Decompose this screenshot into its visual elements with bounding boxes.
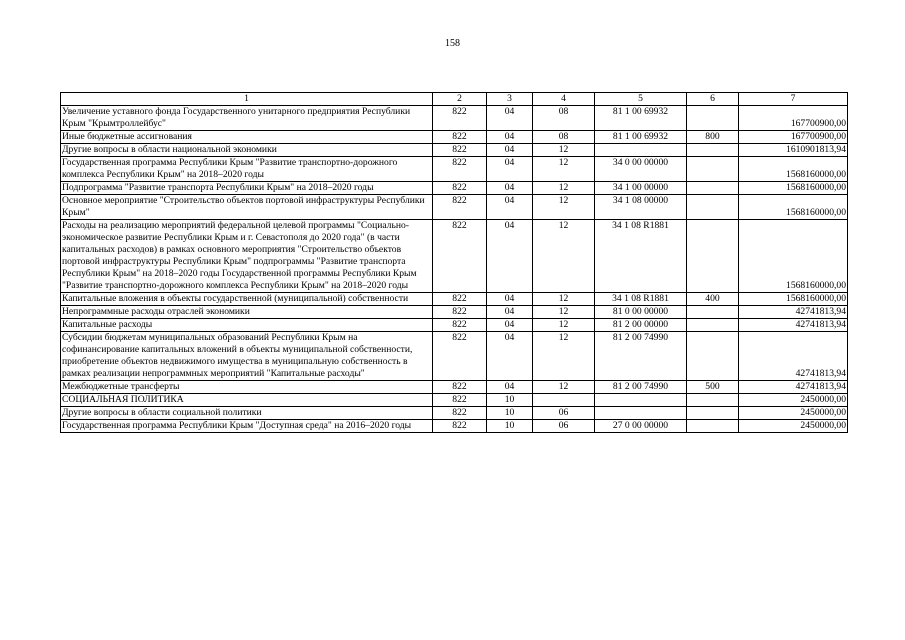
subsection-code-cell: 08: [533, 131, 595, 144]
target-article-cell: 81 1 00 69932: [595, 106, 687, 131]
expense-type-cell: [687, 332, 739, 381]
expense-type-cell: [687, 306, 739, 319]
subsection-code-cell: 12: [533, 144, 595, 157]
subsection-code-cell: 12: [533, 182, 595, 195]
row-name-cell: Государственная программа Республики Крым "Доступная среда" на 2016–2020 годы: [61, 420, 433, 433]
column-header: 7: [739, 93, 848, 106]
subsection-code-cell: 12: [533, 306, 595, 319]
target-article-cell: 34 1 08 00000: [595, 195, 687, 220]
amount-cell: 1568160000,00: [739, 195, 848, 220]
row-name-cell: Капитальные вложения в объекты государственной (муниципальной) собственности: [61, 293, 433, 306]
section-code-cell: 04: [487, 319, 533, 332]
column-header: 6: [687, 93, 739, 106]
amount-cell: 1568160000,00: [739, 182, 848, 195]
target-article-cell: 81 2 00 00000: [595, 319, 687, 332]
target-article-cell: 34 1 08 R1881: [595, 220, 687, 293]
gRBS-code-cell: 822: [433, 394, 487, 407]
table-row: [61, 394, 848, 407]
column-header: 3: [487, 93, 533, 106]
amount-cell: 167700900,00: [739, 131, 848, 144]
row-name-cell: Основное мероприятие "Строительство объектов портовой инфраструктуры Республики Крым": [61, 195, 433, 220]
row-name-cell: Расходы на реализацию мероприятий федеральной целевой программы "Социально-экономическое развитие Республики Крым и г. Севастополя до 2020 года" (в части капитальных расходов) в рамках основного мероприятия "Строительство объектов портовой инфраструктуры Республики Крым" подпрограммы "Развитие транспорта Республики Крым" на 2018–2020 годы Государственной программы Республики Крым "Развитие транспортно-дорожного комплекса Республики Крым" на 2018–2020 годы: [61, 220, 433, 293]
section-code-cell: 04: [487, 381, 533, 394]
row-name-cell: Другие вопросы в области социальной политики: [61, 407, 433, 420]
table-row: [61, 293, 848, 306]
amount-cell: 42741813,94: [739, 381, 848, 394]
table-row: [61, 381, 848, 394]
table-row: [61, 319, 848, 332]
subsection-code-cell: 12: [533, 157, 595, 182]
expense-type-cell: [687, 420, 739, 433]
expense-type-cell: [687, 106, 739, 131]
column-header: 4: [533, 93, 595, 106]
table-row: [61, 144, 848, 157]
gRBS-code-cell: 822: [433, 293, 487, 306]
gRBS-code-cell: 822: [433, 220, 487, 293]
table-row: [61, 306, 848, 319]
table-row: [61, 332, 848, 381]
column-header: 2: [433, 93, 487, 106]
gRBS-code-cell: 822: [433, 195, 487, 220]
gRBS-code-cell: 822: [433, 106, 487, 131]
row-name-cell: Непрограммные расходы отраслей экономики: [61, 306, 433, 319]
table-row: [61, 157, 848, 182]
gRBS-code-cell: 822: [433, 420, 487, 433]
gRBS-code-cell: 822: [433, 332, 487, 381]
section-code-cell: 10: [487, 420, 533, 433]
amount-cell: 42741813,94: [739, 306, 848, 319]
section-code-cell: 04: [487, 157, 533, 182]
section-code-cell: 04: [487, 332, 533, 381]
target-article-cell: 81 2 00 74990: [595, 332, 687, 381]
expense-type-cell: [687, 182, 739, 195]
target-article-cell: [595, 144, 687, 157]
expense-type-cell: [687, 220, 739, 293]
table-row: [61, 182, 848, 195]
subsection-code-cell: 12: [533, 332, 595, 381]
expense-type-cell: [687, 144, 739, 157]
section-code-cell: 04: [487, 106, 533, 131]
gRBS-code-cell: 822: [433, 144, 487, 157]
table-row: [61, 195, 848, 220]
target-article-cell: 27 0 00 00000: [595, 420, 687, 433]
subsection-code-cell: 06: [533, 420, 595, 433]
page-number: 158: [445, 38, 460, 49]
row-name-cell: Субсидии бюджетам муниципальных образований Республики Крым на софинансирование капитальных вложений в объекты муниципальной собственности, приобретение объектов недвижимого имущества в муниципальную собственность в рамках реализации непрограммных мероприятий "Капитальные расходы": [61, 332, 433, 381]
section-code-cell: 04: [487, 195, 533, 220]
amount-cell: 1568160000,00: [739, 293, 848, 306]
budget-table: [60, 92, 848, 433]
section-code-cell: 04: [487, 293, 533, 306]
column-header: 5: [595, 93, 687, 106]
table-row: [61, 220, 848, 293]
expense-type-cell: [687, 157, 739, 182]
target-article-cell: 34 0 00 00000: [595, 157, 687, 182]
expense-type-cell: 500: [687, 381, 739, 394]
table-header-row: [61, 93, 848, 106]
subsection-code-cell: 08: [533, 106, 595, 131]
subsection-code-cell: 12: [533, 220, 595, 293]
subsection-code-cell: [533, 394, 595, 407]
subsection-code-cell: 12: [533, 195, 595, 220]
row-name-cell: Увеличение уставного фонда Государственного унитарного предприятия Республики Крым "Крымтроллейбус": [61, 106, 433, 131]
target-article-cell: 34 1 00 00000: [595, 182, 687, 195]
amount-cell: 1610901813,94: [739, 144, 848, 157]
gRBS-code-cell: 822: [433, 306, 487, 319]
target-article-cell: 81 0 00 00000: [595, 306, 687, 319]
amount-cell: 42741813,94: [739, 319, 848, 332]
section-code-cell: 04: [487, 182, 533, 195]
table-row: [61, 420, 848, 433]
expense-type-cell: 400: [687, 293, 739, 306]
gRBS-code-cell: 822: [433, 131, 487, 144]
gRBS-code-cell: 822: [433, 381, 487, 394]
table-row: [61, 407, 848, 420]
section-code-cell: 10: [487, 394, 533, 407]
row-name-cell: Подпрограмма "Развитие транспорта Республики Крым" на 2018–2020 годы: [61, 182, 433, 195]
amount-cell: 2450000,00: [739, 394, 848, 407]
row-name-cell: Межбюджетные трансферты: [61, 381, 433, 394]
amount-cell: 2450000,00: [739, 407, 848, 420]
row-name-cell: Другие вопросы в области национальной экономики: [61, 144, 433, 157]
section-code-cell: 04: [487, 306, 533, 319]
row-name-cell: СОЦИАЛЬНАЯ ПОЛИТИКА: [61, 394, 433, 407]
gRBS-code-cell: 822: [433, 407, 487, 420]
subsection-code-cell: 12: [533, 293, 595, 306]
section-code-cell: 04: [487, 144, 533, 157]
row-name-cell: Капитальные расходы: [61, 319, 433, 332]
amount-cell: 1568160000,00: [739, 220, 848, 293]
section-code-cell: 04: [487, 131, 533, 144]
gRBS-code-cell: 822: [433, 319, 487, 332]
target-article-cell: 81 2 00 74990: [595, 381, 687, 394]
amount-cell: 167700900,00: [739, 106, 848, 131]
expense-type-cell: 800: [687, 131, 739, 144]
section-code-cell: 04: [487, 220, 533, 293]
target-article-cell: 34 1 08 R1881: [595, 293, 687, 306]
column-header: 1: [61, 93, 433, 106]
gRBS-code-cell: 822: [433, 182, 487, 195]
gRBS-code-cell: 822: [433, 157, 487, 182]
amount-cell: 2450000,00: [739, 420, 848, 433]
amount-cell: 1568160000,00: [739, 157, 848, 182]
table-row: [61, 131, 848, 144]
target-article-cell: [595, 394, 687, 407]
subsection-code-cell: 12: [533, 381, 595, 394]
section-code-cell: 10: [487, 407, 533, 420]
target-article-cell: 81 1 00 69932: [595, 131, 687, 144]
amount-cell: 42741813,94: [739, 332, 848, 381]
subsection-code-cell: 12: [533, 319, 595, 332]
target-article-cell: [595, 407, 687, 420]
expense-type-cell: [687, 407, 739, 420]
row-name-cell: Государственная программа Республики Крым "Развитие транспортно-дорожного комплекса Республики Крым" на 2018–2020 годы: [61, 157, 433, 182]
subsection-code-cell: 06: [533, 407, 595, 420]
expense-type-cell: [687, 195, 739, 220]
expense-type-cell: [687, 319, 739, 332]
expense-type-cell: [687, 394, 739, 407]
row-name-cell: Иные бюджетные ассигнования: [61, 131, 433, 144]
table-row: [61, 106, 848, 131]
